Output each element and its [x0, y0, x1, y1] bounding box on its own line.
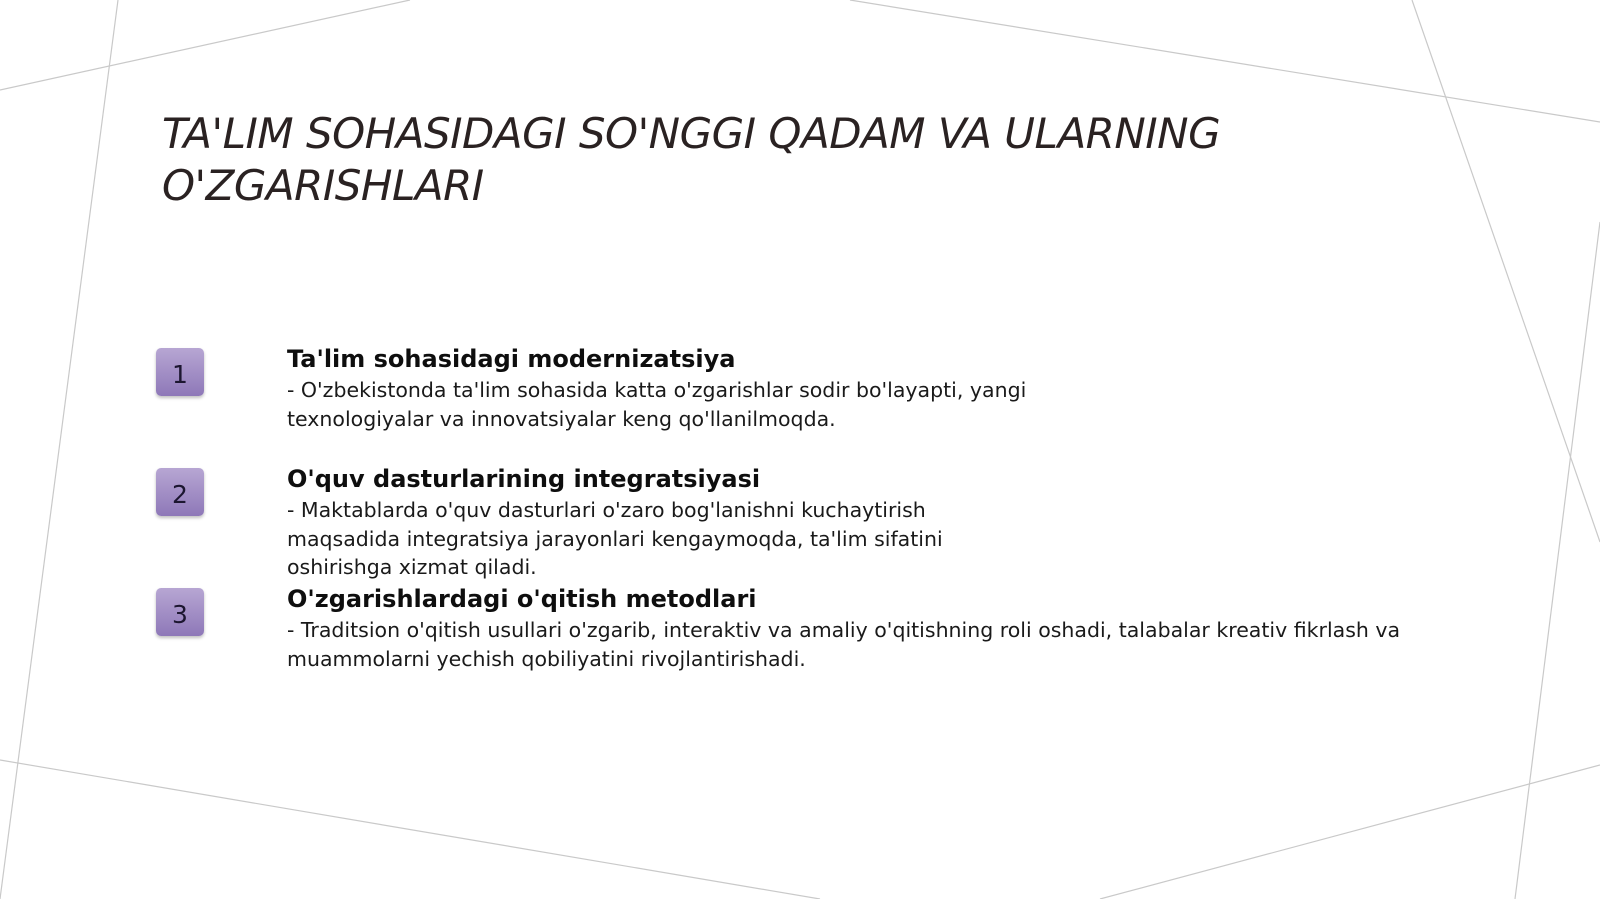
decor-line	[850, 0, 1600, 122]
list-item	[287, 462, 1007, 582]
item-heading: Ta'lim sohasidagi modernizatsiya	[287, 345, 736, 373]
decor-line	[0, 0, 118, 899]
item-body: - Maktablarda o'quv dasturlari o'zaro bog'lanishni kuchaytirish maqsadida integratsiya jarayonlari kengaymoqda, ta'lim sifatini oshirishga xizmat qiladi.	[287, 498, 943, 579]
decor-line	[1412, 0, 1600, 542]
item-heading: O'quv dasturlarining integratsiyasi	[287, 465, 761, 493]
decor-line	[0, 760, 820, 899]
item-body: - Traditsion o'qitish usullari o'zgarib, interaktiv va amaliy o'qitishning roli oshadi, talabalar kreativ fikrlash va muammolarni yechish qobiliyatini rivojlantirishadi.	[287, 618, 1401, 671]
list-item	[287, 582, 1467, 673]
decor-line	[0, 0, 410, 90]
list-item	[287, 342, 1107, 433]
number-badge: 3	[156, 588, 204, 636]
decor-line	[1100, 765, 1600, 899]
item-body: - O'zbekistonda ta'lim sohasida katta o'zgarishlar sodir bo'layapti, yangi texnologiyalar va innovatsiyalar keng qo'llanilmoqda.	[287, 378, 1027, 431]
item-heading: O'zgarishlardagi o'qitish metodlari	[287, 585, 757, 613]
number-badge: 1	[156, 348, 204, 396]
decor-line	[1515, 222, 1600, 899]
number-badge: 2	[156, 468, 204, 516]
slide-title: TA'LIM SOHASIDAGI SO'NGGI QADAM VA ULARNING O'ZGARISHLARI	[162, 109, 1221, 210]
